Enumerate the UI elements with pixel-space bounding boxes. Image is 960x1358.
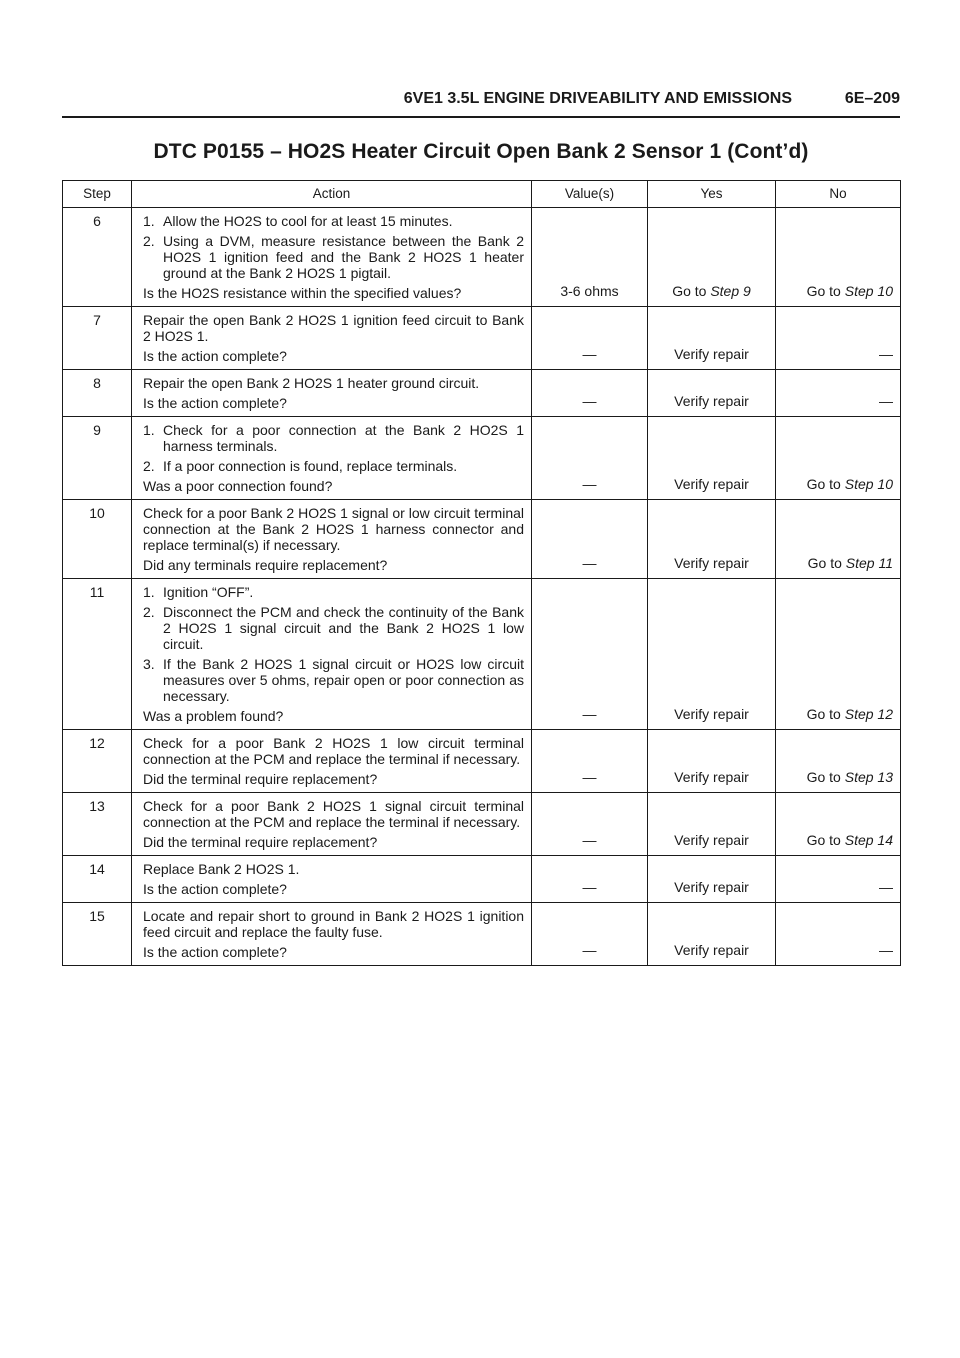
action-cell [132, 856, 532, 903]
action-item-text: Disconnect the PCM and check the continuity of the Bank 2 HO2S 1 signal circuit and the Bank 2 HO2S 1 low circuit. [163, 604, 524, 652]
step-number: 8 [63, 370, 132, 417]
yes-result-text: Go to [672, 283, 711, 299]
page-title: DTC P0155 – HO2S Heater Circuit Open Bank 2 Sensor 1 (Cont’d) [153, 140, 809, 163]
action-cell [132, 307, 532, 370]
table-row [63, 903, 901, 966]
no-cell [776, 208, 901, 307]
table-row [63, 417, 901, 500]
yes-cell [648, 730, 776, 793]
action-item-text: Allow the HO2S to cool for at least 15 minutes. [163, 213, 453, 229]
no-cell [776, 370, 901, 417]
table-row [63, 500, 901, 579]
action-item-number: 1. [143, 584, 155, 600]
yes-cell [648, 579, 776, 730]
action-item-number: 3. [143, 656, 155, 672]
no-result-text: — [879, 879, 893, 895]
no-result-text: Go to [806, 706, 845, 722]
action-item [143, 422, 524, 454]
action-text: Locate and repair short to ground in Bank 2 HO2S 1 ignition feed circuit and replace the faulty fuse. [143, 908, 524, 940]
table-row [63, 856, 901, 903]
column-header-no: No [776, 181, 901, 208]
no-cell [776, 417, 901, 500]
step-number: 15 [63, 903, 132, 966]
action-item-number: 2. [143, 233, 155, 249]
no-step-reference: Step 10 [844, 476, 893, 492]
value-cell: — [532, 307, 648, 370]
yes-cell [648, 903, 776, 966]
yes-result-text: Verify repair [674, 555, 749, 571]
no-result-text: Go to [806, 476, 845, 492]
no-result-text: — [879, 942, 893, 958]
no-cell [776, 579, 901, 730]
action-cell [132, 208, 532, 307]
table-row [63, 307, 901, 370]
action-cell [132, 903, 532, 966]
yes-result-text: Verify repair [674, 769, 749, 785]
table-row [63, 208, 901, 307]
action-text: Replace Bank 2 HO2S 1. [143, 861, 300, 877]
yes-cell [648, 500, 776, 579]
step-number: 9 [63, 417, 132, 500]
action-item-text: Check for a poor connection at the Bank 2 HO2S 1 harness terminals. [163, 422, 524, 454]
yes-cell [648, 307, 776, 370]
yes-step-reference: Step 9 [710, 283, 751, 299]
value-cell: — [532, 793, 648, 856]
value-cell: — [532, 730, 648, 793]
action-item [143, 656, 524, 704]
table-header-row [63, 181, 901, 208]
yes-result-text: Verify repair [674, 832, 749, 848]
action-item [143, 233, 524, 281]
yes-cell [648, 417, 776, 500]
action-question: Is the action complete? [143, 944, 287, 960]
yes-result-text: Verify repair [674, 476, 749, 492]
section-title: 6VE1 3.5L ENGINE DRIVEABILITY AND EMISSIONS [403, 90, 792, 107]
action-cell [132, 730, 532, 793]
value-cell: — [532, 856, 648, 903]
value-cell: — [532, 579, 648, 730]
step-number: 7 [63, 307, 132, 370]
yes-result-text: Verify repair [674, 346, 749, 362]
table-row [63, 793, 901, 856]
yes-result-text: Verify repair [674, 879, 749, 895]
step-number: 10 [63, 500, 132, 579]
yes-result-text: Verify repair [674, 942, 749, 958]
action-text: Repair the open Bank 2 HO2S 1 ignition feed circuit to Bank 2 HO2S 1. [143, 312, 524, 344]
table-row [63, 730, 901, 793]
page-number: 6E–209 [844, 90, 900, 107]
action-question: Was a poor connection found? [143, 478, 333, 494]
no-result-text: Go to [806, 283, 845, 299]
no-step-reference: Step 10 [844, 283, 893, 299]
yes-result-text: Verify repair [674, 706, 749, 722]
action-item-number: 2. [143, 458, 155, 474]
yes-cell [648, 856, 776, 903]
no-step-reference: Step 11 [845, 555, 893, 571]
action-text: Check for a poor Bank 2 HO2S 1 low circuit terminal connection at the PCM and replace the terminal if necessary. [143, 735, 524, 767]
no-cell [776, 793, 901, 856]
yes-cell [648, 208, 776, 307]
no-result-text: Go to [807, 555, 846, 571]
action-text: Repair the open Bank 2 HO2S 1 heater ground circuit. [143, 375, 480, 391]
column-header-values: Value(s) [532, 181, 648, 208]
no-cell [776, 307, 901, 370]
column-header-step: Step [63, 181, 132, 208]
no-step-reference: Step 12 [844, 706, 893, 722]
action-item-number: 2. [143, 604, 155, 620]
no-step-reference: Step 13 [844, 769, 893, 785]
table-row [63, 370, 901, 417]
step-number: 12 [63, 730, 132, 793]
action-question: Is the action complete? [143, 348, 287, 364]
step-number: 6 [63, 208, 132, 307]
column-header-action: Action [132, 181, 532, 208]
action-item-number: 1. [143, 422, 155, 438]
action-question: Is the action complete? [143, 395, 287, 411]
action-item-number: 1. [143, 213, 155, 229]
diagnostic-table [62, 180, 901, 966]
no-cell [776, 856, 901, 903]
no-cell [776, 500, 901, 579]
action-item [143, 584, 524, 600]
action-question: Is the action complete? [143, 881, 287, 897]
action-question: Did the terminal require replacement? [143, 834, 378, 850]
column-header-yes: Yes [648, 181, 776, 208]
action-item [143, 213, 524, 229]
no-result-text: Go to [806, 769, 845, 785]
yes-cell [648, 793, 776, 856]
action-item-text: Ignition “OFF”. [163, 584, 254, 600]
yes-result-text: Verify repair [674, 393, 749, 409]
table-body [63, 208, 901, 966]
action-cell [132, 500, 532, 579]
action-item [143, 604, 524, 652]
action-item [143, 458, 524, 474]
value-cell: — [532, 417, 648, 500]
action-item-text: If a poor connection is found, replace terminals. [163, 458, 458, 474]
step-number: 14 [63, 856, 132, 903]
action-cell [132, 793, 532, 856]
action-cell [132, 579, 532, 730]
yes-cell [648, 370, 776, 417]
action-item-text: If the Bank 2 HO2S 1 signal circuit or HO2S low circuit measures over 5 ohms, repair open or poor connection as necessary. [163, 656, 524, 704]
action-question: Did the terminal require replacement? [143, 771, 378, 787]
table-row [63, 579, 901, 730]
no-result-text: — [879, 393, 893, 409]
step-number: 11 [63, 579, 132, 730]
action-cell [132, 370, 532, 417]
action-text: Check for a poor Bank 2 HO2S 1 signal circuit terminal connection at the PCM and replace the terminal if necessary. [143, 798, 524, 830]
value-cell: — [532, 903, 648, 966]
value-cell: — [532, 500, 648, 579]
action-item-text: Using a DVM, measure resistance between the Bank 2 HO2S 1 ignition feed and the Bank 2 HO2S 1 heater ground at the Bank 2 HO2S 1 pigtail. [163, 233, 524, 281]
no-cell [776, 730, 901, 793]
no-step-reference: Step 14 [844, 832, 893, 848]
value-cell: — [532, 370, 648, 417]
page-header [62, 86, 900, 118]
no-result-text: — [879, 346, 893, 362]
action-question: Was a problem found? [143, 708, 284, 724]
action-cell [132, 417, 532, 500]
action-question: Did any terminals require replacement? [143, 557, 388, 573]
action-text: Check for a poor Bank 2 HO2S 1 signal or low circuit terminal connection at the Bank 2 HO2S 1 harness connector and replace terminal(s) if necessary. [143, 505, 524, 553]
value-cell: 3-6 ohms [532, 208, 648, 307]
no-cell [776, 903, 901, 966]
step-number: 13 [63, 793, 132, 856]
no-result-text: Go to [806, 832, 845, 848]
action-question: Is the HO2S resistance within the specified values? [143, 285, 462, 301]
